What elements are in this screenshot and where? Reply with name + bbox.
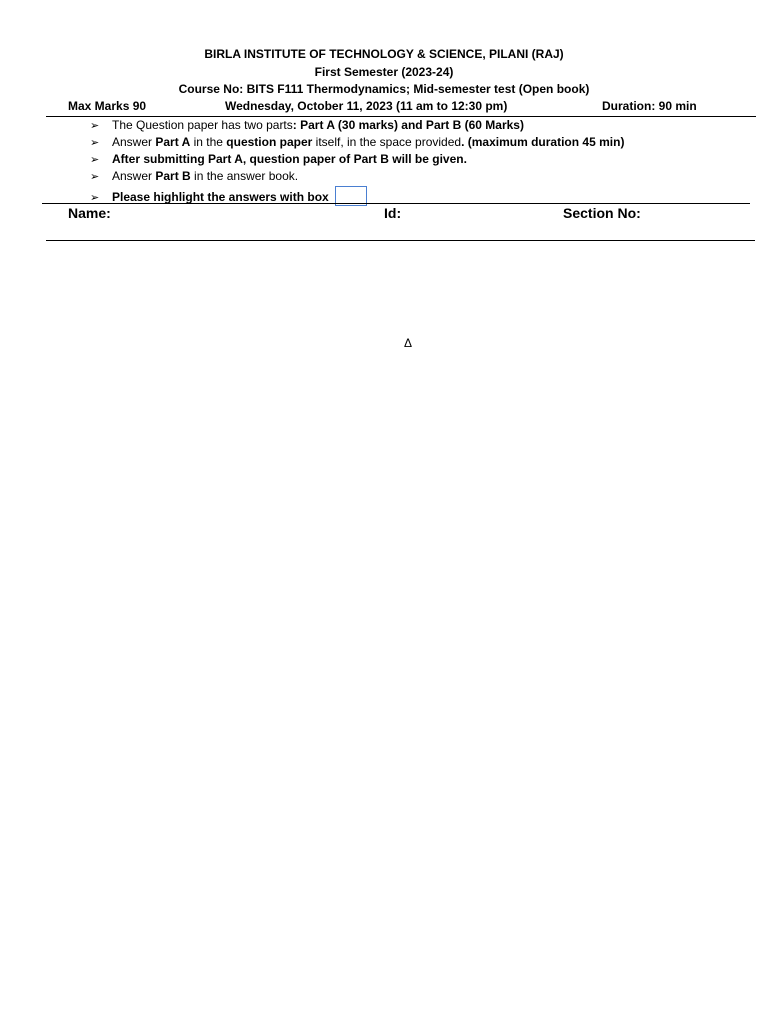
course-title: Course No: BITS F111 Thermodynamics; Mid-semester test (Open book) — [178, 82, 590, 96]
delta-symbol: Δ — [404, 336, 413, 350]
instruction-5: ➢ Please highlight the answers with box — [90, 186, 367, 206]
institute-title: BIRLA INSTITUTE OF TECHNOLOGY & SCIENCE, PILANI (RAJ) — [204, 47, 564, 61]
arrow-bullet-icon: ➢ — [90, 137, 100, 149]
max-marks: Max Marks 90 — [68, 99, 147, 113]
exam-date-time: Wednesday, October 11, 2023 (11 am to 12:30 pm) — [225, 99, 508, 113]
arrow-bullet-icon: ➢ — [90, 171, 100, 183]
name-label: Name: — [68, 205, 111, 221]
instruction-2: ➢ Answer Part A in the question paper itself, in the space provided. (maximum duration 45 min) — [90, 135, 625, 149]
exam-duration: Duration: 90 min — [602, 99, 697, 113]
arrow-bullet-icon: ➢ — [90, 154, 100, 166]
id-label: Id: — [384, 205, 402, 221]
arrow-bullet-icon: ➢ — [90, 192, 100, 204]
fields-divider — [46, 240, 755, 241]
header-divider — [46, 116, 756, 117]
instruction-4: ➢ Answer Part B in the answer book. — [90, 169, 299, 183]
instruction-3: ➢ After submitting Part A, question paper of Part B will be given. — [90, 152, 467, 166]
section-label: Section No: — [563, 205, 641, 221]
instructions-divider — [42, 203, 750, 204]
instruction-1: ➢ The Question paper has two parts: Part A (30 marks) and Part B (60 Marks) — [90, 118, 524, 132]
semester-title: First Semester (2023-24) — [314, 65, 454, 79]
arrow-bullet-icon: ➢ — [90, 120, 100, 132]
